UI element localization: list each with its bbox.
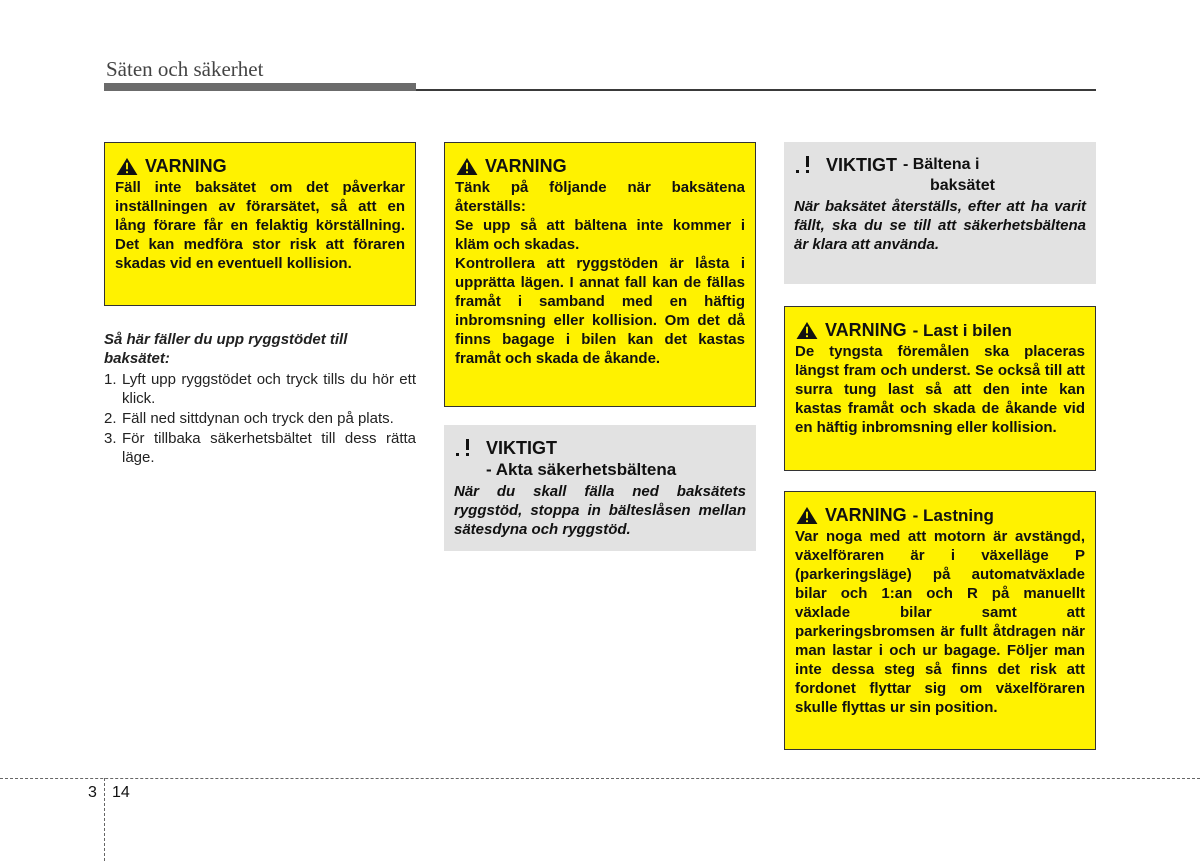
warning-subtitle: - Last i bilen [912, 320, 1012, 340]
important-subtitle: - Bältena i [903, 156, 980, 173]
warning-subtitle: - Lastning [912, 505, 994, 525]
procedure-heading: Så här fäller du upp ryggstödet till baksätet: [104, 331, 348, 367]
list-item [104, 370, 416, 408]
list-item [104, 429, 416, 467]
chapter-number: 3 [88, 784, 97, 801]
warning-title: VARNING [825, 505, 907, 525]
important-title: VIKTIGT [826, 154, 897, 175]
warning-box-loading [784, 491, 1096, 750]
warning-text: De tyngsta föremålen ska placeras längst fram och underst. Se också till att surra tung last så att den inte kan kastas framåt och skada de åkande vid en häftig inbromsning eller kollision. [795, 343, 1085, 436]
important-title: VIKTIGT [486, 437, 557, 458]
warning-box-cargo [784, 306, 1096, 471]
warning-paragraph: Tänk på följande när baksätena återställs: [455, 179, 745, 215]
warning-triangle-icon [795, 506, 819, 525]
warning-triangle-icon [455, 157, 479, 176]
important-text: När du skall fälla ned baksätets ryggstöd, stoppa in bälteslåsen mellan sätesdyna och ryggstöd. [454, 483, 746, 538]
warning-triangle-icon [115, 157, 139, 176]
exclamation-icon [794, 154, 820, 176]
warning-title: VARNING [145, 156, 227, 176]
warning-title: VARNING [485, 156, 567, 176]
procedure-list [104, 370, 416, 467]
warning-paragraph: Se upp så att bältena inte kommer i kläm och skadas. [455, 217, 745, 253]
important-box-belts [444, 425, 756, 551]
header-rule-thin [416, 89, 1096, 91]
list-item [104, 409, 416, 428]
important-box-rear-belts [784, 142, 1096, 284]
warning-title: VARNING [825, 320, 907, 340]
footer-vertical-rule [104, 778, 105, 861]
exclamation-icon [454, 437, 480, 459]
step-text: Fäll ned sittdynan och tryck den på plats. [122, 410, 394, 427]
step-number: 1. [104, 371, 117, 388]
step-number: 2. [104, 410, 117, 427]
step-text: Lyft upp ryggstödet och tryck tills du hör ett klick. [122, 371, 416, 407]
page-header-title: Säten och säkerhet [106, 57, 264, 81]
important-text: När baksätet återställs, efter att ha varit fällt, ska du se till att säkerhetsbältena är klara att använda. [794, 198, 1086, 253]
procedure-section [104, 330, 416, 468]
warning-triangle-icon [795, 321, 819, 340]
warning-text: Var noga med att motorn är avstängd, växelföraren är i växelläge P (parkeringsläge) på automatväxlade bilar och 1:an och R på manuellt växlade bilar samt att parkeringsbromsen är fullt åtdragen när man lastar i och ur bagage. Följer man inte dessa steg så finns det risk att fordonet flyttar sig om växelföraren skulle flyttas ur sin position. [795, 528, 1085, 716]
header-rule-thick [104, 83, 416, 91]
warning-box-seat-adjust [104, 142, 416, 306]
footer-rule [0, 778, 1200, 779]
page-number: 14 [112, 784, 130, 801]
warning-box-seat-return [444, 142, 756, 407]
step-text: För tillbaka säkerhetsbältet till dess rätta läge. [122, 430, 416, 466]
warning-paragraph: Kontrollera att ryggstöden är låsta i upprätta lägen. I annat fall kan de fällas framåt i samband med en häftig inbromsning eller kollision. Om det då finns bagage i bilen kan det kastas framåt och skada de åkande. [455, 255, 745, 367]
warning-text: Fäll inte baksätet om det påverkar inställningen av förarsätet, så att en lång förare får en felaktig körställning. Det kan medföra stor risk att föraren skadas vid en eventuell kollision. [115, 179, 405, 272]
step-number: 3. [104, 430, 117, 447]
important-subtitle: - Akta säkerhetsbältena [486, 460, 677, 479]
important-subtitle-continued: baksätet [930, 177, 995, 194]
